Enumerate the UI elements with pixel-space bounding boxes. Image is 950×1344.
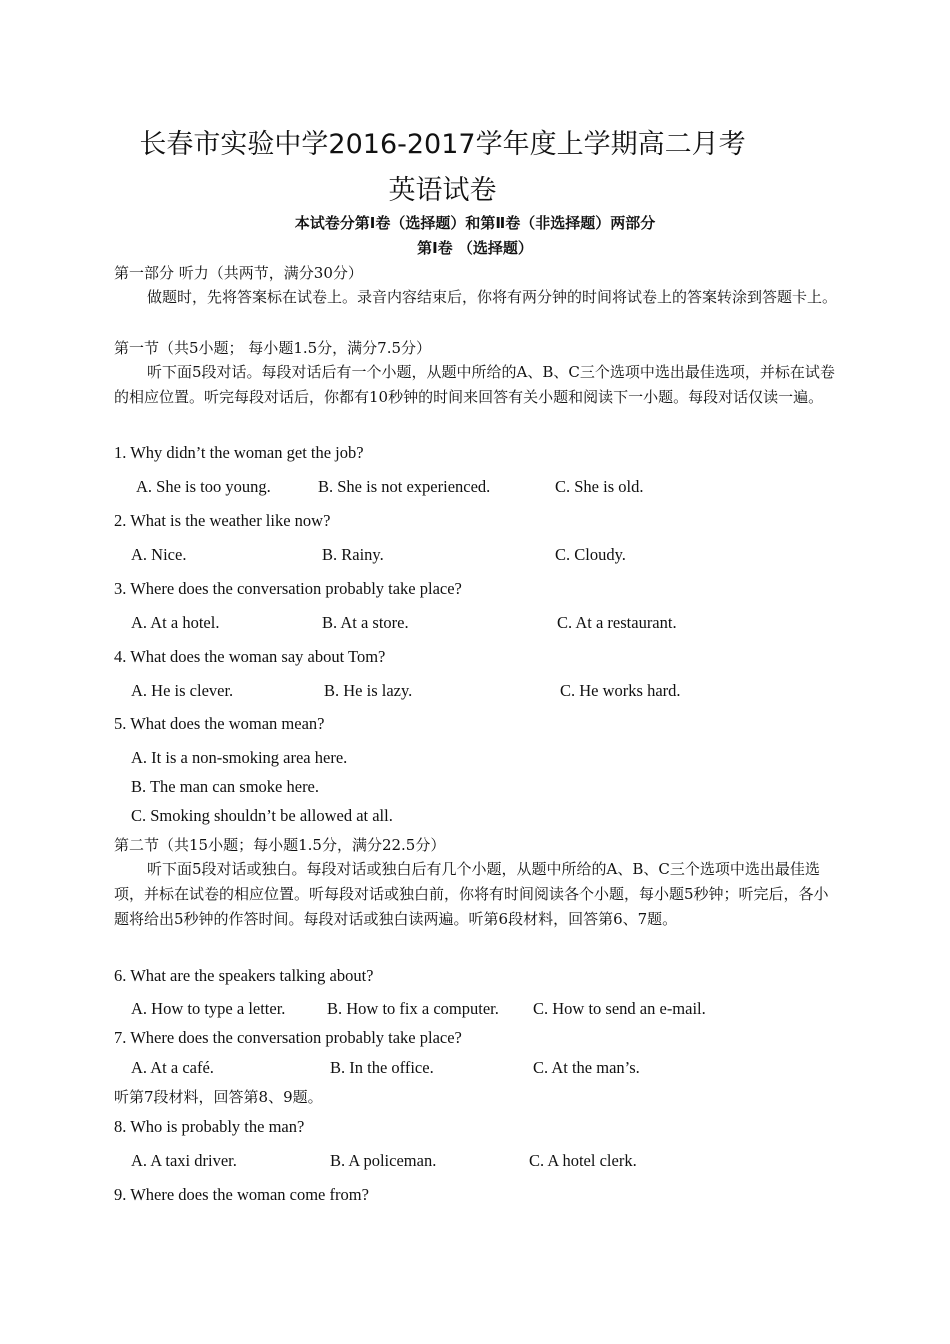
option-b: B. Rainy. bbox=[322, 545, 384, 564]
option-a: A. He is clever. bbox=[131, 681, 234, 700]
section2-instruction: 听下面5段对话或独白。每段对话或独白后有几个小题，从题中所给的A、B、C三个选项中选出最佳选项，并标在试卷的相应位置。听每段对话或独白前，你将有时间阅读各个小题，每小题5秒钟；听完后，各小题将给出5秒钟的作答时间。每段对话或独白读两遍。听第6段材料，回答第6、7题。 bbox=[114, 860, 829, 928]
question-stem: 2. What is the weather like now? bbox=[114, 511, 331, 530]
section1-instruction: 听下面5段对话。每段对话后有一个小题，从题中所给的A、B、C三个选项中选出最佳选项，并标在试卷的相应位置。听完每段对话后，你都有10秒钟的时间来回答有关小题和阅读下一小题。每段对话仅读一遍。 bbox=[114, 363, 835, 406]
exam-structure-note: 本试卷分第Ⅰ卷（选择题）和第Ⅱ卷（非选择题）两部分 bbox=[294, 214, 656, 232]
question-stem: 4. What does the woman say about Tom? bbox=[114, 647, 386, 666]
option-c: C. At the man’s. bbox=[533, 1058, 640, 1077]
option-a: A. Nice. bbox=[131, 545, 187, 564]
option-c: C. He works hard. bbox=[560, 681, 681, 700]
option-b: B. He is lazy. bbox=[324, 681, 413, 700]
option-c: C. How to send an e-mail. bbox=[533, 999, 706, 1018]
option-c: C. She is old. bbox=[555, 477, 644, 496]
option-a: A. She is too young. bbox=[136, 477, 271, 496]
question-stem: 9. Where does the woman come from? bbox=[114, 1185, 369, 1204]
option-a: A. A taxi driver. bbox=[131, 1151, 237, 1170]
option-a: A. It is a non-smoking area here. bbox=[131, 748, 348, 767]
option-b: B. A policeman. bbox=[330, 1151, 437, 1170]
option-b: B. At a store. bbox=[322, 613, 409, 632]
question-stem: 1. Why didn’t the woman get the job? bbox=[114, 443, 364, 462]
option-c: C. Smoking shouldn’t be allowed at all. bbox=[131, 806, 393, 825]
question-stem: 8. Who is probably the man? bbox=[114, 1117, 305, 1136]
option-b: B. The man can smoke here. bbox=[131, 777, 320, 796]
exam-title: 长春市实验中学2016-2017学年度上学期高二月考 bbox=[139, 129, 746, 160]
question-stem: 5. What does the woman mean? bbox=[114, 714, 325, 733]
option-b: B. She is not experienced. bbox=[318, 477, 491, 496]
section1-heading: 第一节（共5小题； 每小题1.5分，满分7.5分） bbox=[114, 339, 432, 357]
part1-heading: 第一部分 听力（共两节，满分30分） bbox=[114, 264, 363, 282]
option-c: C. At a restaurant. bbox=[557, 613, 677, 632]
option-a: A. How to type a letter. bbox=[131, 999, 286, 1018]
section2-heading: 第二节（共15小题；每小题1.5分，满分22.5分） bbox=[114, 836, 446, 854]
question-stem: 3. Where does the conversation probably take place? bbox=[114, 579, 462, 598]
volume-heading: 第Ⅰ卷 （选择题） bbox=[417, 239, 533, 257]
question-stem: 7. Where does the conversation probably take place? bbox=[114, 1028, 462, 1047]
option-a: A. At a hotel. bbox=[131, 613, 220, 632]
material-7-note: 听第7段材料，回答第8、9题。 bbox=[114, 1088, 323, 1106]
option-b: B. How to fix a computer. bbox=[327, 999, 499, 1018]
option-c: C. A hotel clerk. bbox=[529, 1151, 637, 1170]
option-c: C. Cloudy. bbox=[555, 545, 626, 564]
question-stem: 6. What are the speakers talking about? bbox=[114, 966, 374, 985]
part1-instruction: 做题时，先将答案标在试卷上。录音内容结束后，你将有两分钟的时间将试卷上的答案转涂到答题卡上。 bbox=[147, 288, 838, 306]
option-b: B. In the office. bbox=[330, 1058, 434, 1077]
option-a: A. At a café. bbox=[131, 1058, 214, 1077]
exam-subject-title: 英语试卷 bbox=[388, 175, 497, 206]
